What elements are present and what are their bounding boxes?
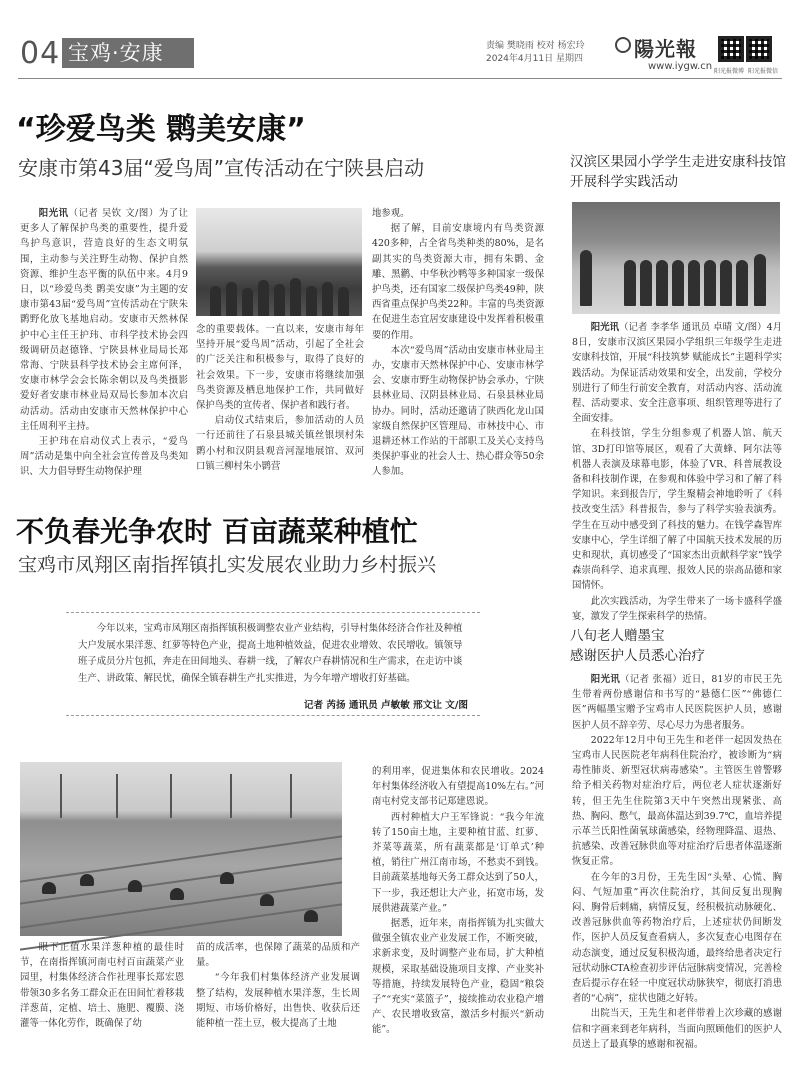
article1-credit: （记者 吴钦 文/图） (68, 208, 159, 219)
article3-lead: 阳光讯 (590, 322, 620, 333)
qr-caption: 阳光报微信 (748, 68, 779, 75)
article4-lead: 阳光讯 (590, 674, 621, 685)
date-line: 2024年4月11日 星期四 (486, 54, 583, 64)
article4-headline-line2: 感谢医护人员悉心治疗 (570, 648, 705, 664)
article3-body: 阳光讯（记者 李孝华 通讯员 卓晴 文/图）4月8日，安康市汉滨区果园小学组织三年级学生走进安康科技馆，开展“科技筑梦 赋能成长”主题科学实践活动。为保证活动效果和安全，出发前，学校分别进行了师生行前安全教育，对活动内容、活动流程、活动要求、安全注意事项、组织管理等进行了全面安排。 在科技馆，学生分组参观了机器人馆、航天馆、3D打印馆等展区，观看了大黄蜂、阿尔法等机器人表演及球幕电影，体验了VR、科普展教设备和科技制作课，在参观和体验中学习和了解了科学知识。来到报告厅，学生聚精会神地聆听了《科技改变生活》科普报告，参与了科学实验表演秀。学生在互动中感受到了科技的魅力。在钱学森智库安康中心，学生详细了解了中国航天技术发展的历史和现状，真切感受了“国家杰出贡献科学家”钱学森崇尚科学、追求真理、报效人民的崇高品德和家国情怀。 此次实践活动，为学生带来了一场卡盛科学盛宴，激发了学生探索科学的热情。 (572, 322, 782, 622)
qr-code-icon[interactable] (718, 36, 744, 62)
newspaper-logo: 陽光報 (634, 37, 697, 61)
article1-photo (196, 208, 362, 316)
article2-abstract: 今年以来，宝鸡市凤翔区南指挥镇积极调整农业产业结构，引导村集体经济合作社及种植大户发展水果洋葱、红萝等特色产业，提高土地种植效益，促进农业增效、农民增收。镇领导班子成员分片包抓，奔走在田间地头、春耕一线，了解农户春耕情况和生产需求，在走访中谈生产、讲政策、解民忧，确保全镇春耕生产扎实推进，为今年增产增收打好基础。 (78, 623, 463, 684)
article2-abstract-box (66, 612, 480, 716)
article2-col2: 苗的成活率，也保障了蔬菜的品质和产量。 “今年我们村集体经济产业发展调整了结构，发展种植水果洋葱，生长周期短、市场价格好，出售快、收获后还能种植一茬土豆，极大提高了土地 (196, 942, 360, 1030)
page-number: 04 (20, 36, 61, 71)
article1-headline: “珍爱鸟类 鹮美安康” (16, 112, 306, 147)
article4-headline-line1: 八旬老人赠墨宝 (570, 628, 665, 644)
qr-caption: 阳光报微博 (714, 68, 745, 75)
header-rule (18, 78, 782, 79)
article4-credit: （记者 张福） (620, 674, 683, 685)
edition-meta (486, 40, 585, 66)
article3-credit: （记者 李孝华 通讯员 卓晴 文/图） (619, 322, 767, 333)
article4-body: 阳光讯（记者 张福）近日，81岁的市民王先生带着两份感谢信和书写的“悬德仁医”“佛德仁医”两幅墨宝赠予宝鸡市人民医院医护人员，感谢医护人员不辞辛劳、尽心尽力为患者服务。 2022年12月中旬王先生和老伴一起因发热在宝鸡市人民医院老年病科住院治疗，被诊断为“病毒性肺炎、新型冠状病毒感染”。主管医生曾警夥给予相关药物对症治疗后，两位老人症状逐渐好转，但王先生住院第3天中午突然出现紧张、高热、胸闷、憋气，最高体温达到39.7℃，血培养提示革兰氏阳性菌氧球菌感染，经物理降温、退热、抗感染、改善冠脉供血等对症治疗后患者体温逐渐恢复正常。 在今年的3月份，王先生因“头晕、心慌、胸闷、气短加重”再次住院治疗，其间反复出现胸闷、胸骨后剌痛，病情反复，经积极抗动脉硬化、改善冠脉供血等药物治疗后，上述症状仍间断发作，医护人员反复查看病人，多次复查心电图存在动态演变，通过反复积极沟通，最终给患者决定行冠状动脉CTA检查初步评估冠脉病变情况，完善检查后提示存在轻一中度冠状动脉狭窄，彻底打消患者的“心病”，症状也随之好转。 出院当天，王先生和老伴带着上次珍藏的感谢信和字画来到老年病科，当面向照顾他们的医护人员送上了最真挚的感谢和祝福。 (572, 674, 782, 1050)
article1-lead: 阳光讯 (38, 208, 69, 219)
article1-col3: 地参观。 据了解，目前安康境内有鸟类资源420多种，占全省鸟类种类的80%，是名副其实的鸟类资源大市，拥有朱鹮、金雕、黑鹳、中华秋沙鸭等多种国家一级保护鸟类，还有国家二级保护鸟类49种，陕西省重点保护鸟类22种。丰富的鸟类资源在促进生态宜居安康建设中发挥着积极重要的作用。 本次“爱鸟周”活动由安康市林业局主办，安康市天然林保护中心、安康市林学会、安康市野生动物保护协会承办，宁陕县林业局、汉阴县林业局、石泉县林业局协办。同时，活动还邀请了陕西化龙山国家级自然保护区管理局、市林技中心、市退耕还林工作站的干部职工及关心支持鸟类保护事业的社会人士、热心群众等50余人参加。 (372, 208, 544, 478)
article1-col2: 念的重要载体。一直以来，安康市每年坚持开展“爱鸟周”活动，引起了全社会的广泛关注和积极参与，取得了良好的社会效果。下一步，安康市将继续加强鸟类资源及栖息地保护工作，共同做好保护鸟类的宣传者、保护者和践行者。 启动仪式结束后，参加活动的人员一行还前往了石泉县城关镇丝银坝村朱鹮小村和汉阴县观音河湿地展馆、双河口镇三柳村朱小鹮营 (196, 324, 364, 472)
article2-col3: 的利用率，促进集体和农民增收。2024年村集体经济收入有望提高10%左右。”河南屯村党支部书记郑建恩说。 西村种植大户王军锋说：“我今年流转了150亩土地，主要种植甘蓝、红萝、芥菜等蔬菜，所有蔬菜都是‘订单式’种植，销往广州江南市场，不愁卖不到钱。目前蔬菜基地每天务工群众达到了50人，下一步，我还想让大产业，拓宽市场，发展供港蔬菜产业。” 据悉，近年来，南指挥镇为扎实做大做强全镇农业产业发展工作，不断突破，求新求变，及时调整产业布局，扩大种植规模，采取基础设施项目支撑、产业奖补等措施，持续发展特色产业，稳固“粮袋子”“充实“菜篮子”，接续推动农业稳产增产、农民增收致富，激活乡村振兴“新动能”。 (372, 766, 544, 1036)
article3-photo (572, 202, 780, 314)
article2-subheadline: 宝鸡市凤翔区南指挥镇扎实发展农业助力乡村振兴 (18, 554, 437, 576)
article2-photo (20, 762, 342, 936)
article3-headline-line2: 开展科学实践活动 (570, 174, 678, 190)
section-title: 宝鸡·安康 (62, 38, 194, 68)
article2-col1: 眼下正值水果洋葱种植的最佳时节，在南指挥镇河南屯村百亩蔬菜产业园里，村集体经济合作社理事长郑宏恩带领30多名务工群众正在田间忙着移栽洋葱苗，定植、培土、施肥、覆膜、浇灌等一体化劳作，既确保了幼 (20, 942, 184, 1030)
article1-col1: 阳光讯（记者 吴钦 文/图）为了让更多人了解保护鸟类的重要性，提升爱鸟护鸟意识，营造良好的生态文明氛围，主动参与关注野生动物、保护自然资源、维护生态平衡的队伍中来。4月9日，以“珍爱鸟类 鹮美安康”为主题的安康市第43届“爱鸟周”宣传活动在宁陕朱鹮野化放飞基地启动。安康市天然林保护中心主任王护玮、市科学技术协会四级调研员赵德锋、宁陕县林业局局长郑常海、宁陕县科学技术协会主席何泽，安康市林学会会长陈余朝以及鸟类摄影爱好者安康市林业局双局长参加本次启动活动。活动由安康市天然林保护中心主任周利平主持。 王护玮在启动仪式上表示，“爱鸟周”活动是集中向全社会宣传普及鸟类知识、大力倡导野生动物保护理 (20, 208, 188, 478)
article1-subheadline: 安康市第43届“爱鸟周”宣传活动在宁陕县启动 (18, 156, 425, 180)
logo-sun-icon (615, 37, 631, 53)
article3-headline-line1: 汉滨区果园小学学生走进安康科技馆 (570, 154, 786, 170)
editors-line: 责编 樊晓雨 校对 杨宏玲 (486, 41, 585, 51)
qr-code-icon[interactable] (746, 36, 772, 62)
website-url[interactable]: www.iygw.cn (648, 61, 713, 72)
article2-headline: 不负春光争农时 百亩蔬菜种植忙 (16, 515, 418, 548)
article2-byline: 记者 芮扬 通讯员 卢敏敏 邢文让 文/图 (303, 700, 468, 711)
